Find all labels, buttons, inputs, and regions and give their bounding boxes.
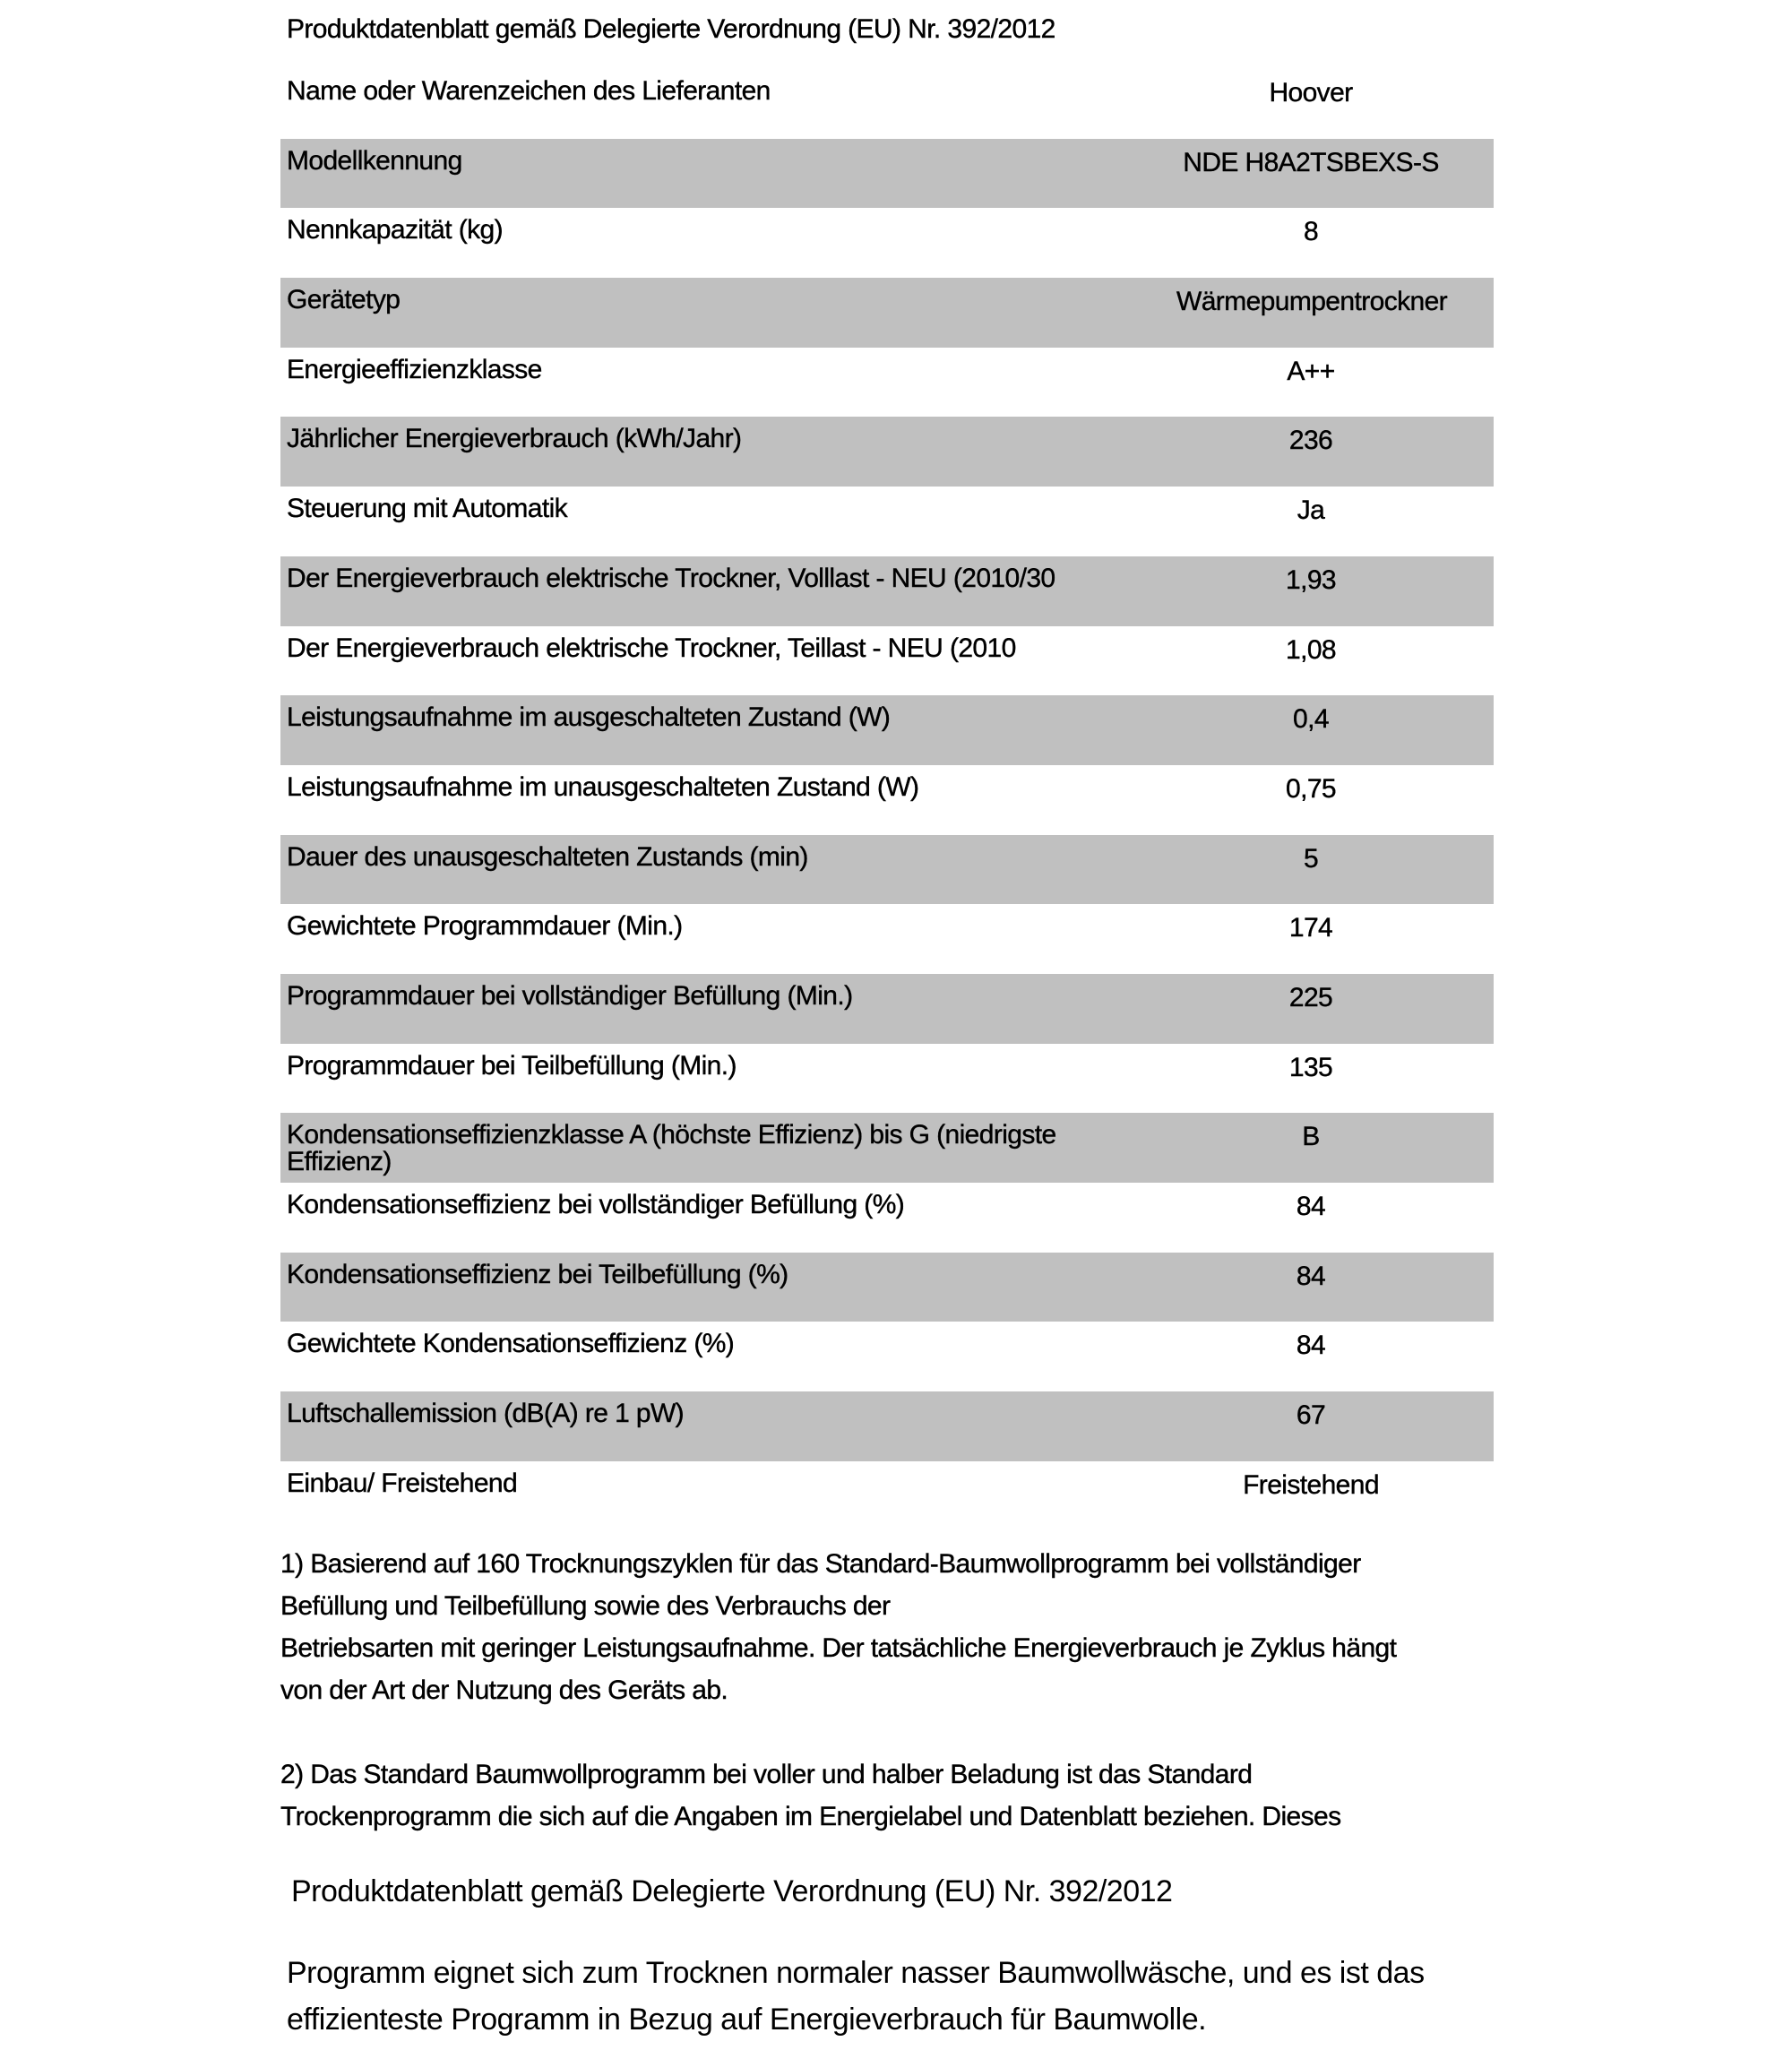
row-value: A++ [1287, 356, 1335, 386]
footnote-1-line: von der Art der Nutzung des Geräts ab. [280, 1675, 728, 1705]
row-label: Jährlicher Energieverbrauch (kWh/Jahr) [287, 424, 742, 454]
row-value: NDE H8A2TSBEXS-S [1183, 147, 1439, 177]
row-label: Der Energieverbrauch elektrische Trockner, Volllast - NEU (2010/30 [287, 563, 1055, 593]
row-value: 135 [1288, 1052, 1333, 1082]
row-value: 174 [1288, 913, 1333, 943]
row-value: Hoover [1269, 78, 1353, 108]
table-row [280, 765, 1494, 835]
row-value: 84 [1296, 1331, 1326, 1361]
row-label: Programmdauer bei vollständiger Befüllung (Min.) [287, 980, 853, 1011]
product-data-table [280, 69, 1494, 1530]
footnote-2-line: 2) Das Standard Baumwollprogramm bei voller und halber Beladung ist das Standard [280, 1760, 1253, 1789]
row-value: 84 [1296, 1261, 1326, 1291]
row-label: Luftschallemission (dB(A) re 1 pW) [287, 1399, 685, 1429]
row-value: 1,93 [1286, 564, 1336, 595]
table-row [280, 904, 1494, 974]
table-row [280, 1113, 1494, 1183]
table-row [280, 695, 1494, 765]
footnote-1-line: Befüllung und Teilbefüllung sowie des Verbrauchs der [280, 1591, 891, 1621]
table-row [280, 1183, 1494, 1253]
footnote-1-line: 1) Basierend auf 160 Trocknungszyklen für das Standard-Baumwollprogramm bei vollständiger [280, 1549, 1361, 1579]
footnote-2-continuation [287, 1950, 1541, 2043]
row-value: 0,75 [1286, 773, 1336, 804]
footnote-1-line: Betriebsarten mit geringer Leistungsaufnahme. Der tatsächliche Energieverbrauch je Zyklus hängt [280, 1633, 1397, 1663]
continuation-line: Programm eignet sich zum Trocknen normaler nasser Baumwollwäsche, und es ist das [287, 1956, 1425, 1990]
row-label: Kondensationseffizienz bei Teilbefüllung (%) [287, 1259, 788, 1289]
row-value: 1,08 [1286, 634, 1336, 665]
table-row [280, 139, 1494, 209]
table-row [280, 1322, 1494, 1391]
continuation-line: effizienteste Programm in Bezug auf Energieverbrauch für Baumwolle. [287, 2003, 1207, 2037]
row-value: Ja [1297, 495, 1325, 526]
footnote-2-line: Trockenprogramm die sich auf die Angaben im Energielabel und Datenblatt beziehen. Dieses [280, 1802, 1341, 1831]
row-value: 5 [1303, 843, 1319, 874]
row-label: Kondensationseffizienzklasse A (höchste Effizienz) bis G (niedrigste Effizienz) [287, 1120, 1056, 1177]
row-value: 84 [1296, 1192, 1326, 1221]
row-label: Gerätetyp [287, 285, 401, 315]
row-value: 67 [1296, 1400, 1326, 1431]
row-value: B [1302, 1122, 1320, 1152]
row-value: 236 [1288, 426, 1333, 456]
row-label: Leistungsaufnahme im ausgeschalteten Zustand (W) [287, 702, 891, 733]
row-label: Nennkapazität (kg) [287, 215, 503, 245]
table-row [280, 487, 1494, 556]
table-row [280, 835, 1494, 905]
table-row [280, 556, 1494, 626]
row-label: Name oder Warenzeichen des Lieferanten [287, 76, 771, 106]
table-row [280, 974, 1494, 1044]
row-label: Gewichtete Programmdauer (Min.) [287, 911, 683, 942]
table-row [280, 1253, 1494, 1322]
footnotes [280, 1543, 1517, 1838]
row-value: 8 [1303, 217, 1319, 247]
row-label: Programmdauer bei Teilbefüllung (Min.) [287, 1050, 737, 1081]
table-row [280, 348, 1494, 418]
row-label: Gewichtete Kondensationseffizienz (%) [287, 1329, 735, 1359]
row-value: Wärmepumpentrockner [1176, 287, 1448, 317]
row-label: Modellkennung [287, 145, 462, 176]
page-2-title: Produktdatenblatt gemäß Delegierte Verordnung (EU) Nr. 392/2012 [291, 1874, 1173, 1908]
table-row [280, 1044, 1494, 1114]
table-row [280, 69, 1494, 139]
row-label: Leistungsaufnahme im unausgeschalteten Zustand (W) [287, 771, 919, 802]
row-label: Kondensationseffizienz bei vollständiger Befüllung (%) [287, 1190, 905, 1219]
document-title: Produktdatenblatt gemäß Delegierte Verordnung (EU) Nr. 392/2012 [287, 14, 1055, 44]
table-row [280, 1391, 1494, 1461]
row-value: Freistehend [1243, 1469, 1379, 1500]
row-label: Dauer des unausgeschalteten Zustands (min) [287, 841, 808, 872]
row-label: Steuerung mit Automatik [287, 494, 568, 524]
row-value: 0,4 [1293, 704, 1329, 735]
table-row [280, 208, 1494, 278]
table-row [280, 278, 1494, 348]
row-label: Energieeffizienzklasse [287, 354, 542, 384]
row-label: Der Energieverbrauch elektrische Trockner, Teillast - NEU (2010 [287, 633, 1016, 663]
row-value: 225 [1288, 982, 1333, 1012]
table-row [280, 417, 1494, 487]
table-row [280, 1461, 1494, 1531]
table-row [280, 626, 1494, 696]
row-label: Einbau/ Freistehend [287, 1468, 518, 1498]
